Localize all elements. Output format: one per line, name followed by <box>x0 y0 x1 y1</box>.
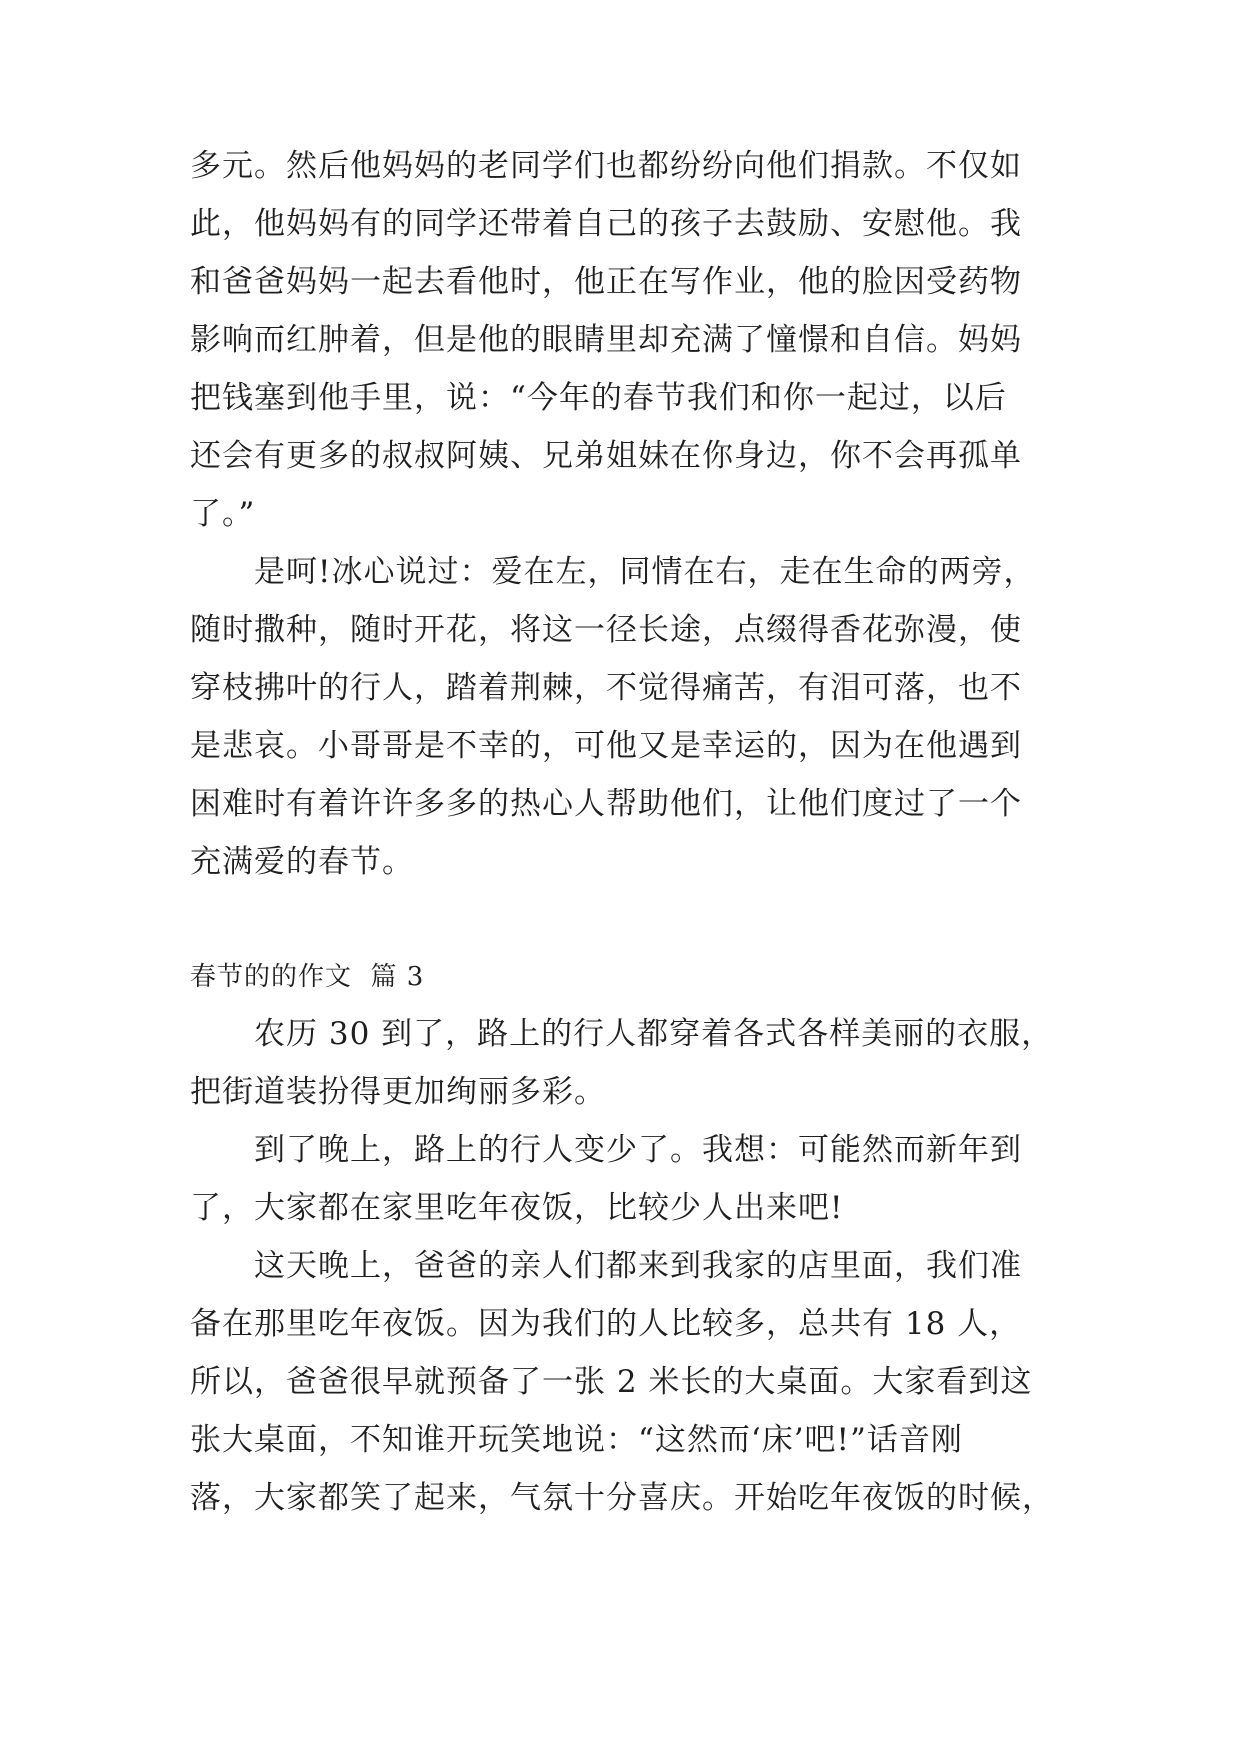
text-line: 和爸爸妈妈一起去看他时，他正在写作业，他的脸因受药物 <box>190 264 1022 300</box>
section-heading: 春节的的作文 篇 3 <box>190 962 425 992</box>
text-line: 落，大家都笑了起来，气氛十分喜庆。开始吃年夜饭的时候， <box>190 1480 1054 1516</box>
text-line: 是悲哀。小哥哥是不幸的，可他又是幸运的，因为在他遇到 <box>190 728 1022 764</box>
text-line: 充满爱的春节。 <box>190 844 414 880</box>
text-line: 随时撒种，随时开花，将这一径长途，点缀得香花弥漫，使 <box>190 612 1022 648</box>
text-line: 是呵!冰心说过：爱在左，同情在右，走在生命的两旁， <box>190 554 1036 590</box>
text-line: 备在那里吃年夜饭。因为我们的人比较多，总共有 18 人， <box>190 1306 1022 1342</box>
text-line: 张大桌面，不知谁开玩笑地说：“这然而‘床’吧!”话音刚 <box>190 1422 963 1458</box>
text-line: 影响而红肿着，但是他的眼睛里却充满了憧憬和自信。妈妈 <box>190 322 1022 358</box>
text-line: 了，大家都在家里吃年夜饭，比较少人出来吧! <box>190 1190 844 1226</box>
text-line: 把街道装扮得更加绚丽多彩。 <box>190 1074 606 1110</box>
text-line: 这天晚上，爸爸的亲人们都来到我家的店里面，我们准 <box>190 1248 1022 1284</box>
text-line: 穿枝拂叶的行人，踏着荆棘，不觉得痛苦，有泪可落，也不 <box>190 670 1022 706</box>
text-line: 所以，爸爸很早就预备了一张 2 米长的大桌面。大家看到这 <box>190 1364 1033 1400</box>
text-line: 还会有更多的叔叔阿姨、兄弟姐妹在你身边，你不会再孤单 <box>190 438 1022 474</box>
text-line: 到了晚上，路上的行人变少了。我想：可能然而新年到 <box>190 1132 1022 1168</box>
text-line: 农历 30 到了，路上的行人都穿着各式各样美丽的衣服， <box>190 1016 1054 1052</box>
text-line: 此，他妈妈有的同学还带着自己的孩子去鼓励、安慰他。我 <box>190 206 1022 242</box>
text-line: 了。” <box>190 496 256 532</box>
text-line: 困难时有着许许多多的热心人帮助他们，让他们度过了一个 <box>190 786 1022 822</box>
text-line: 把钱塞到他手里，说：“今年的春节我们和你一起过，以后 <box>190 380 1007 416</box>
text-line: 多元。然后他妈妈的老同学们也都纷纷向他们捐款。不仅如 <box>190 148 1022 184</box>
